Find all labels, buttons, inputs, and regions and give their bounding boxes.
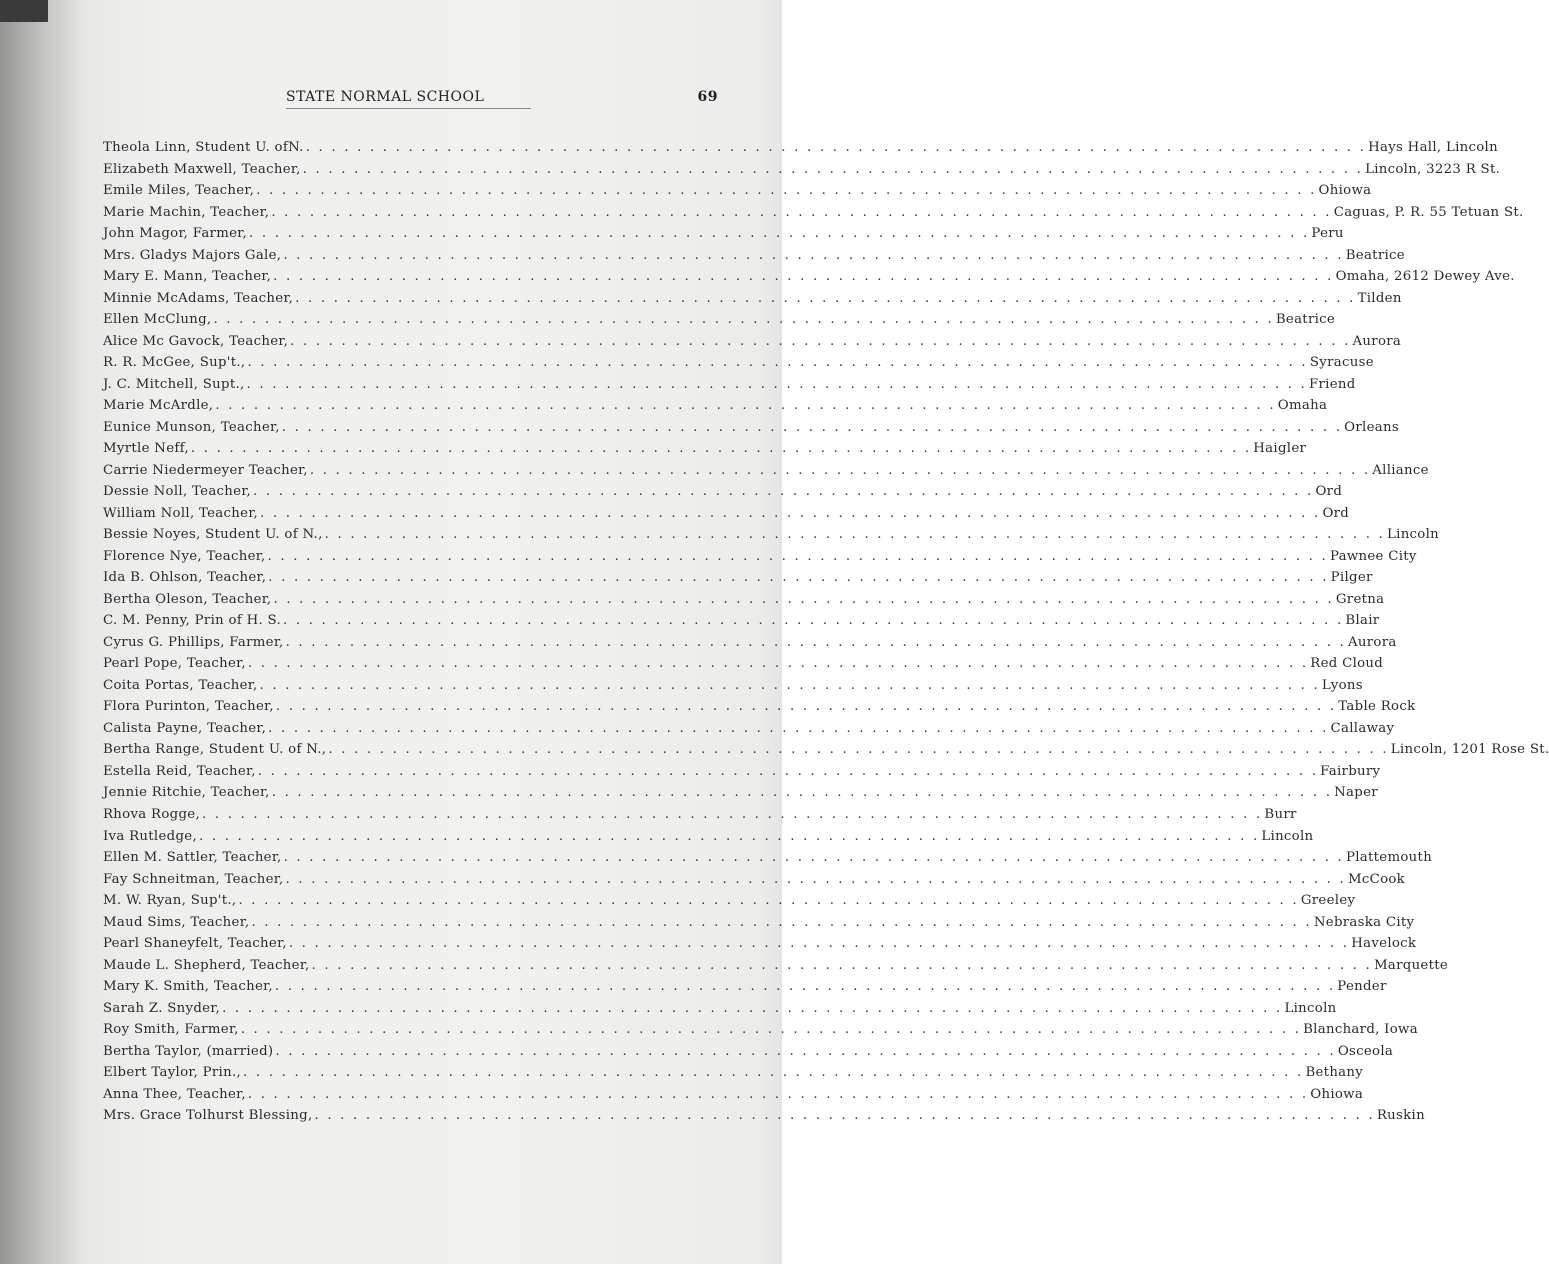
dot-leader: . . . . . . . . . . . . . . . . . . . . . . . . . . . . . . . . . . . . . . . . . . . . . . . . . . . . . . . . . . . . . . . . . . . . . . . . . . . . . . . . . . .	[290, 333, 1351, 349]
list-item	[103, 374, 1356, 396]
list-item	[103, 1041, 1394, 1063]
entry-place: Lincoln, 1201 Rose St.	[1390, 742, 1549, 758]
dot-leader: . . . . . . . . . . . . . . . . . . . . . . . . . . . . . . . . . . . . . . . . . . . . . . . . . . . . . . . . . . . . . . . . . . . . . . . . . . . . . . . . . . .	[222, 1000, 1283, 1016]
entry-place: Bethany	[1305, 1065, 1364, 1081]
entry-place: McCook	[1347, 871, 1406, 887]
list-item	[103, 288, 1402, 310]
entry-name: C. M. Penny, Prin of H. S.	[103, 613, 281, 629]
list-item	[103, 1084, 1364, 1106]
header-rule	[286, 108, 531, 109]
dot-leader: . . . . . . . . . . . . . . . . . . . . . . . . . . . . . . . . . . . . . . . . . . . . . . . . . . . . . . . . . . . . . . . . . . . . . . . . . . . . . . . . . . .	[249, 226, 1310, 242]
directory-list	[103, 137, 1549, 1127]
entry-place: Peru	[1311, 226, 1344, 242]
entry-name: Ida B. Ohlson, Teacher,	[103, 570, 267, 586]
dot-leader: . . . . . . . . . . . . . . . . . . . . . . . . . . . . . . . . . . . . . . . . . . . . . . . . . . . . . . . . . . . . . . . . . . . . . . . . . . . . . . . . . . .	[268, 570, 1329, 586]
dot-leader: . . . . . . . . . . . . . . . . . . . . . . . . . . . . . . . . . . . . . . . . . . . . . . . . . . . . . . . . . . . . . . . . . . . . . . . . . . . . . . . . . . .	[247, 355, 1308, 371]
list-item	[103, 180, 1372, 202]
entry-place: Blanchard, Iowa	[1303, 1022, 1418, 1038]
entry-place: Gretna	[1335, 591, 1385, 607]
entry-name: Minnie McAdams, Teacher,	[103, 290, 294, 306]
list-item	[103, 890, 1356, 912]
entry-name: R. R. McGee, Sup't.,	[103, 355, 246, 371]
entry-place: Pender	[1337, 979, 1387, 995]
entry-place: Caguas, P. R. 55 Tetuan St.	[1333, 204, 1524, 220]
entry-name: Ellen M. Sattler, Teacher,	[103, 850, 282, 866]
entry-name: Calista Payne, Teacher,	[103, 720, 267, 736]
entry-place: Plattemouth	[1345, 850, 1433, 866]
dot-leader: . . . . . . . . . . . . . . . . . . . . . . . . . . . . . . . . . . . . . . . . . . . . . . . . . . . . . . . . . . . . . . . . . . . . . . . . . . . . . . . . . . .	[281, 419, 1343, 435]
entry-name: John Magor, Farmer,	[103, 226, 248, 242]
list-item	[103, 589, 1385, 611]
list-item	[103, 481, 1343, 503]
list-item	[103, 159, 1501, 181]
dot-leader: . . . . . . . . . . . . . . . . . . . . . . . . . . . . . . . . . . . . . . . . . . . . . . . . . . . . . . . . . . . . . . . . . . . . . . . . . . . . . . . . . . .	[201, 806, 1263, 822]
list-item	[103, 1062, 1364, 1084]
entry-name: Mary K. Smith, Teacher,	[103, 979, 273, 995]
entry-place: Ohiowa	[1310, 1086, 1364, 1102]
scan-corner-mark	[0, 0, 48, 22]
entry-name: Carrie Niedermeyer Teacher,	[103, 462, 308, 478]
entry-name: Alice Mc Gavock, Teacher,	[103, 333, 289, 349]
entry-name: Ellen McClung,	[103, 312, 212, 328]
entry-place: Lincoln	[1387, 527, 1440, 543]
entry-name: M. W. Ryan, Sup't.,	[103, 893, 237, 909]
entry-place: Ord	[1322, 505, 1350, 521]
list-item	[103, 782, 1378, 804]
entry-name: Dessie Noll, Teacher,	[103, 484, 252, 500]
list-item	[103, 438, 1307, 460]
dot-leader: . . . . . . . . . . . . . . . . . . . . . . . . . . . . . . . . . . . . . . . . . . . . . . . . . . . . . . . . . . . . . . . . . . . . . . . . . . . . . . . . . . .	[246, 376, 1307, 392]
list-item	[103, 395, 1328, 417]
list-item	[103, 137, 1498, 159]
entry-name: Fay Schneitman, Teacher,	[103, 871, 284, 887]
list-item	[103, 632, 1397, 654]
entry-place: Friend	[1308, 376, 1356, 392]
list-item	[103, 1019, 1418, 1041]
entry-place: Aurora	[1352, 333, 1402, 349]
entry-place: Aurora	[1347, 634, 1397, 650]
dot-leader: . . . . . . . . . . . . . . . . . . . . . . . . . . . . . . . . . . . . . . . . . . . . . . . . . . . . . . . . . . . . . . . . . . . . . . . . . . . . . . . . . . .	[215, 398, 1276, 414]
entry-name: Eunice Munson, Teacher,	[103, 419, 280, 435]
entry-name: Estella Reid, Teacher,	[103, 763, 256, 779]
list-item	[103, 696, 1416, 718]
list-item	[103, 610, 1380, 632]
list-item	[103, 933, 1417, 955]
dot-leader: . . . . . . . . . . . . . . . . . . . . . . . . . . . . . . . . . . . . . . . . . . . . . . . . . . . . . . . . . . . . . . . . . . . . . . . . . . . . . . . . . . .	[275, 1043, 1336, 1059]
list-item	[103, 417, 1399, 439]
entry-place: Nebraska City	[1313, 914, 1415, 930]
entry-place: Lincoln, 3223 R St.	[1365, 161, 1501, 177]
entry-name: Mary E. Mann, Teacher,	[103, 269, 272, 285]
list-item	[103, 847, 1433, 869]
entry-place: Havelock	[1351, 936, 1417, 952]
list-item	[103, 546, 1417, 568]
entry-place: Beatrice	[1345, 247, 1405, 263]
entry-place: Lincoln	[1284, 1000, 1337, 1016]
list-item	[103, 266, 1515, 288]
list-item	[103, 998, 1337, 1020]
entry-name: Rhova Rogge,	[103, 806, 200, 822]
list-item	[103, 352, 1374, 374]
entry-name: Iva Rutledge,	[103, 828, 197, 844]
list-item	[103, 653, 1384, 675]
entry-place: Naper	[1334, 785, 1378, 801]
entry-name: William Noll, Teacher,	[103, 505, 259, 521]
list-item	[103, 718, 1395, 740]
entry-name: Bertha Taylor, (married)	[103, 1043, 274, 1059]
page-spine-shadow	[0, 0, 90, 1264]
list-item	[103, 223, 1344, 245]
dot-leader: . . . . . . . . . . . . . . . . . . . . . . . . . . . . . . . . . . . . . . . . . . . . . . . . . . . . . . . . . . . . . . . . . . . . . . . . . . . . . . . . . . .	[198, 828, 1260, 844]
dot-leader: . . . . . . . . . . . . . . . . . . . . . . . . . . . . . . . . . . . . . . . . . . . . . . . . . . . . . . . . . . . . . . . . . . . . . . . . . . . . . . . . . . .	[213, 312, 1274, 328]
entry-place: Ohiowa	[1318, 183, 1372, 199]
list-item	[103, 761, 1381, 783]
entry-place: Tilden	[1357, 290, 1402, 306]
dot-leader: . . . . . . . . . . . . . . . . . . . . . . . . . . . . . . . . . . . . . . . . . . . . . . . . . . . . . . . . . . . . . . . . . . . . . . . . . . . . . . . . . . .	[282, 613, 1344, 629]
entry-name: Pearl Shaneyfelt, Teacher,	[103, 936, 287, 952]
list-item	[103, 503, 1350, 525]
dot-leader: . . . . . . . . . . . . . . . . . . . . . . . . . . . . . . . . . . . . . . . . . . . . . . . . . . . . . . . . . . . . . . . . . . . . . . . . . . . . . . . . . . .	[305, 140, 1367, 155]
entry-name: Theola Linn, Student U. ofN.	[103, 140, 304, 155]
running-header	[286, 89, 718, 109]
entry-place: Pilger	[1330, 570, 1373, 586]
dot-leader: . . . . . . . . . . . . . . . . . . . . . . . . . . . . . . . . . . . . . . . . . . . . . . . . . . . . . . . . . . . . . . . . . . . . . . . . . . . . . . . . . . .	[268, 720, 1329, 736]
entry-place: Burr	[1264, 806, 1297, 822]
list-item	[103, 567, 1373, 589]
list-item	[103, 912, 1415, 934]
entry-place: Syracuse	[1309, 355, 1374, 371]
dot-leader: . . . . . . . . . . . . . . . . . . . . . . . . . . . . . . . . . . . . . . . . . . . . . . . . . . . . . . . . . . . . . . . . . . . . . . . . . . . . . . . . . . .	[271, 204, 1332, 220]
entry-name: Coita Portas, Teacher,	[103, 677, 258, 693]
list-item	[103, 524, 1440, 546]
entry-place: Lincoln	[1261, 828, 1314, 844]
entry-place: Ruskin	[1376, 1108, 1425, 1124]
list-item	[103, 460, 1429, 482]
dot-leader: . . . . . . . . . . . . . . . . . . . . . . . . . . . . . . . . . . . . . . . . . . . . . . . . . . . . . . . . . . . . . . . . . . . . . . . . . . . . . . . . . . .	[251, 914, 1312, 930]
entry-place: Table Rock	[1338, 699, 1416, 715]
dot-leader: . . . . . . . . . . . . . . . . . . . . . . . . . . . . . . . . . . . . . . . . . . . . . . . . . . . . . . . . . . . . . . . . . . . . . . . . . . . . . . . . . . .	[257, 763, 1319, 779]
list-item	[103, 869, 1406, 891]
header-title: STATE NORMAL SCHOOL	[286, 89, 485, 105]
dot-leader: . . . . . . . . . . . . . . . . . . . . . . . . . . . . . . . . . . . . . . . . . . . . . . . . . . . . . . . . . . . . . . . . . . . . . . . . . . . . . . . . . . .	[285, 871, 1346, 887]
entry-place: Greeley	[1300, 893, 1356, 909]
entry-place: Marquette	[1373, 957, 1449, 973]
entry-name: Bessie Noyes, Student U. of N.,	[103, 527, 323, 543]
entry-place: Lyons	[1321, 677, 1363, 693]
entry-name: Flora Purinton, Teacher,	[103, 699, 274, 715]
entry-place: Omaha	[1277, 398, 1328, 414]
entry-place: Orleans	[1344, 419, 1399, 435]
dot-leader: . . . . . . . . . . . . . . . . . . . . . . . . . . . . . . . . . . . . . . . . . . . . . . . . . . . . . . . . . . . . . . . . . . . . . . . . . . . . . . . . . . .	[324, 527, 1386, 543]
dot-leader: . . . . . . . . . . . . . . . . . . . . . . . . . . . . . . . . . . . . . . . . . . . . . . . . . . . . . . . . . . . . . . . . . . . . . . . . . . . . . . . . . . .	[238, 893, 1299, 909]
dot-leader: . . . . . . . . . . . . . . . . . . . . . . . . . . . . . . . . . . . . . . . . . . . . . . . . . . . . . . . . . . . . . . . . . . . . . . . . . . . . . . . . . . .	[247, 656, 1309, 672]
entry-name: Myrtle Neff,	[103, 441, 189, 457]
entry-name: Roy Smith, Farmer,	[103, 1022, 239, 1038]
dot-leader: . . . . . . . . . . . . . . . . . . . . . . . . . . . . . . . . . . . . . . . . . . . . . . . . . . . . . . . . . . . . . . . . . . . . . . . . . . . . . . . . . . .	[273, 591, 1334, 607]
entry-name: Emile Miles, Teacher,	[103, 183, 255, 199]
dot-leader: . . . . . . . . . . . . . . . . . . . . . . . . . . . . . . . . . . . . . . . . . . . . . . . . . . . . . . . . . . . . . . . . . . . . . . . . . . . . . . . . . . .	[283, 850, 1344, 866]
entry-place: Fairbury	[1320, 763, 1381, 779]
dot-leader: . . . . . . . . . . . . . . . . . . . . . . . . . . . . . . . . . . . . . . . . . . . . . . . . . . . . . . . . . . . . . . . . . . . . . . . . . . . . . . . . . . .	[288, 936, 1350, 952]
entry-place: Ord	[1315, 484, 1343, 500]
dot-leader: . . . . . . . . . . . . . . . . . . . . . . . . . . . . . . . . . . . . . . . . . . . . . . . . . . . . . . . . . . . . . . . . . . . . . . . . . . . . . . . . . . .	[328, 742, 1389, 758]
entry-place: Omaha, 2612 Dewey Ave.	[1335, 269, 1515, 285]
dot-leader: . . . . . . . . . . . . . . . . . . . . . . . . . . . . . . . . . . . . . . . . . . . . . . . . . . . . . . . . . . . . . . . . . . . . . . . . . . . . . . . . . . .	[247, 1086, 1309, 1102]
dot-leader: . . . . . . . . . . . . . . . . . . . . . . . . . . . . . . . . . . . . . . . . . . . . . . . . . . . . . . . . . . . . . . . . . . . . . . . . . . . . . . . . . . .	[302, 161, 1364, 177]
list-item	[103, 826, 1314, 848]
list-item	[103, 739, 1549, 761]
entry-place: Alliance	[1372, 462, 1429, 478]
dot-leader: . . . . . . . . . . . . . . . . . . . . . . . . . . . . . . . . . . . . . . . . . . . . . . . . . . . . . . . . . . . . . . . . . . . . . . . . . . . . . . . . . . .	[271, 785, 1333, 801]
dot-leader: . . . . . . . . . . . . . . . . . . . . . . . . . . . . . . . . . . . . . . . . . . . . . . . . . . . . . . . . . . . . . . . . . . . . . . . . . . . . . . . . . . .	[273, 269, 1334, 285]
list-item	[103, 976, 1387, 998]
page-number: 69	[697, 89, 718, 105]
dot-leader: . . . . . . . . . . . . . . . . . . . . . . . . . . . . . . . . . . . . . . . . . . . . . . . . . . . . . . . . . . . . . . . . . . . . . . . . . . . . . . . . . . .	[243, 1065, 1304, 1081]
dot-leader: . . . . . . . . . . . . . . . . . . . . . . . . . . . . . . . . . . . . . . . . . . . . . . . . . . . . . . . . . . . . . . . . . . . . . . . . . . . . . . . . . . .	[256, 183, 1317, 199]
entry-name: Bertha Range, Student U. of N.,	[103, 742, 327, 758]
dot-leader: . . . . . . . . . . . . . . . . . . . . . . . . . . . . . . . . . . . . . . . . . . . . . . . . . . . . . . . . . . . . . . . . . . . . . . . . . . . . . . . . . . .	[311, 957, 1372, 973]
entry-name: Marie McArdle,	[103, 398, 214, 414]
list-item	[103, 675, 1363, 697]
entry-name: Jennie Ritchie, Teacher,	[103, 785, 270, 801]
entry-name: Sarah Z. Snyder,	[103, 1000, 221, 1016]
entry-name: Elbert Taylor, Prin.,	[103, 1065, 242, 1081]
entry-name: Marie Machin, Teacher,	[103, 204, 270, 220]
dot-leader: . . . . . . . . . . . . . . . . . . . . . . . . . . . . . . . . . . . . . . . . . . . . . . . . . . . . . . . . . . . . . . . . . . . . . . . . . . . . . . . . . . .	[240, 1022, 1302, 1038]
list-item	[103, 804, 1297, 826]
dot-leader: . . . . . . . . . . . . . . . . . . . . . . . . . . . . . . . . . . . . . . . . . . . . . . . . . . . . . . . . . . . . . . . . . . . . . . . . . . . . . . . . . . .	[309, 462, 1371, 478]
dot-leader: . . . . . . . . . . . . . . . . . . . . . . . . . . . . . . . . . . . . . . . . . . . . . . . . . . . . . . . . . . . . . . . . . . . . . . . . . . . . . . . . . . .	[295, 290, 1356, 306]
dot-leader: . . . . . . . . . . . . . . . . . . . . . . . . . . . . . . . . . . . . . . . . . . . . . . . . . . . . . . . . . . . . . . . . . . . . . . . . . . . . . . . . . . .	[190, 441, 1252, 457]
entry-place: Pawnee City	[1329, 548, 1417, 564]
entry-place: Blair	[1345, 613, 1380, 629]
entry-place: Beatrice	[1275, 312, 1336, 328]
dot-leader: . . . . . . . . . . . . . . . . . . . . . . . . . . . . . . . . . . . . . . . . . . . . . . . . . . . . . . . . . . . . . . . . . . . . . . . . . . . . . . . . . . .	[259, 677, 1320, 693]
dot-leader: . . . . . . . . . . . . . . . . . . . . . . . . . . . . . . . . . . . . . . . . . . . . . . . . . . . . . . . . . . . . . . . . . . . . . . . . . . . . . . . . . . .	[267, 548, 1328, 564]
entry-name: Maude L. Shepherd, Teacher,	[103, 957, 310, 973]
entry-name: Mrs. Grace Tolhurst Blessing,	[103, 1108, 313, 1124]
dot-leader: . . . . . . . . . . . . . . . . . . . . . . . . . . . . . . . . . . . . . . . . . . . . . . . . . . . . . . . . . . . . . . . . . . . . . . . . . . . . . . . . . . .	[285, 634, 1346, 650]
list-item	[103, 1105, 1425, 1127]
list-item	[103, 331, 1402, 353]
entry-name: Mrs. Gladys Majors Gale,	[103, 247, 282, 263]
entry-name: Maud Sims, Teacher,	[103, 914, 250, 930]
entry-name: Cyrus G. Phillips, Farmer,	[103, 634, 284, 650]
entry-name: J. C. Mitchell, Supt.,	[103, 376, 245, 392]
dot-leader: . . . . . . . . . . . . . . . . . . . . . . . . . . . . . . . . . . . . . . . . . . . . . . . . . . . . . . . . . . . . . . . . . . . . . . . . . . . . . . . . . . .	[260, 505, 1321, 521]
entry-place: Haigler	[1253, 441, 1307, 457]
entry-place: Callaway	[1330, 720, 1395, 736]
dot-leader: . . . . . . . . . . . . . . . . . . . . . . . . . . . . . . . . . . . . . . . . . . . . . . . . . . . . . . . . . . . . . . . . . . . . . . . . . . . . . . . . . . .	[283, 247, 1344, 263]
list-item	[103, 955, 1449, 977]
dot-leader: . . . . . . . . . . . . . . . . . . . . . . . . . . . . . . . . . . . . . . . . . . . . . . . . . . . . . . . . . . . . . . . . . . . . . . . . . . . . . . . . . . .	[314, 1108, 1375, 1124]
dot-leader: . . . . . . . . . . . . . . . . . . . . . . . . . . . . . . . . . . . . . . . . . . . . . . . . . . . . . . . . . . . . . . . . . . . . . . . . . . . . . . . . . . .	[274, 979, 1336, 995]
list-item	[103, 245, 1405, 267]
entry-name: Pearl Pope, Teacher,	[103, 656, 246, 672]
list-item	[103, 309, 1336, 331]
entry-name: Florence Nye, Teacher,	[103, 548, 266, 564]
entry-name: Elizabeth Maxwell, Teacher,	[103, 161, 301, 177]
list-item	[103, 202, 1524, 224]
entry-place: Osceola	[1337, 1043, 1394, 1059]
entry-place: Hays Hall, Lincoln	[1368, 140, 1498, 155]
dot-leader: . . . . . . . . . . . . . . . . . . . . . . . . . . . . . . . . . . . . . . . . . . . . . . . . . . . . . . . . . . . . . . . . . . . . . . . . . . . . . . . . . . .	[275, 699, 1337, 715]
entry-name: Anna Thee, Teacher,	[103, 1086, 246, 1102]
entry-place: Red Cloud	[1310, 656, 1384, 672]
dot-leader: . . . . . . . . . . . . . . . . . . . . . . . . . . . . . . . . . . . . . . . . . . . . . . . . . . . . . . . . . . . . . . . . . . . . . . . . . . . . . . . . . . .	[253, 484, 1314, 500]
entry-name: Bertha Oleson, Teacher,	[103, 591, 272, 607]
